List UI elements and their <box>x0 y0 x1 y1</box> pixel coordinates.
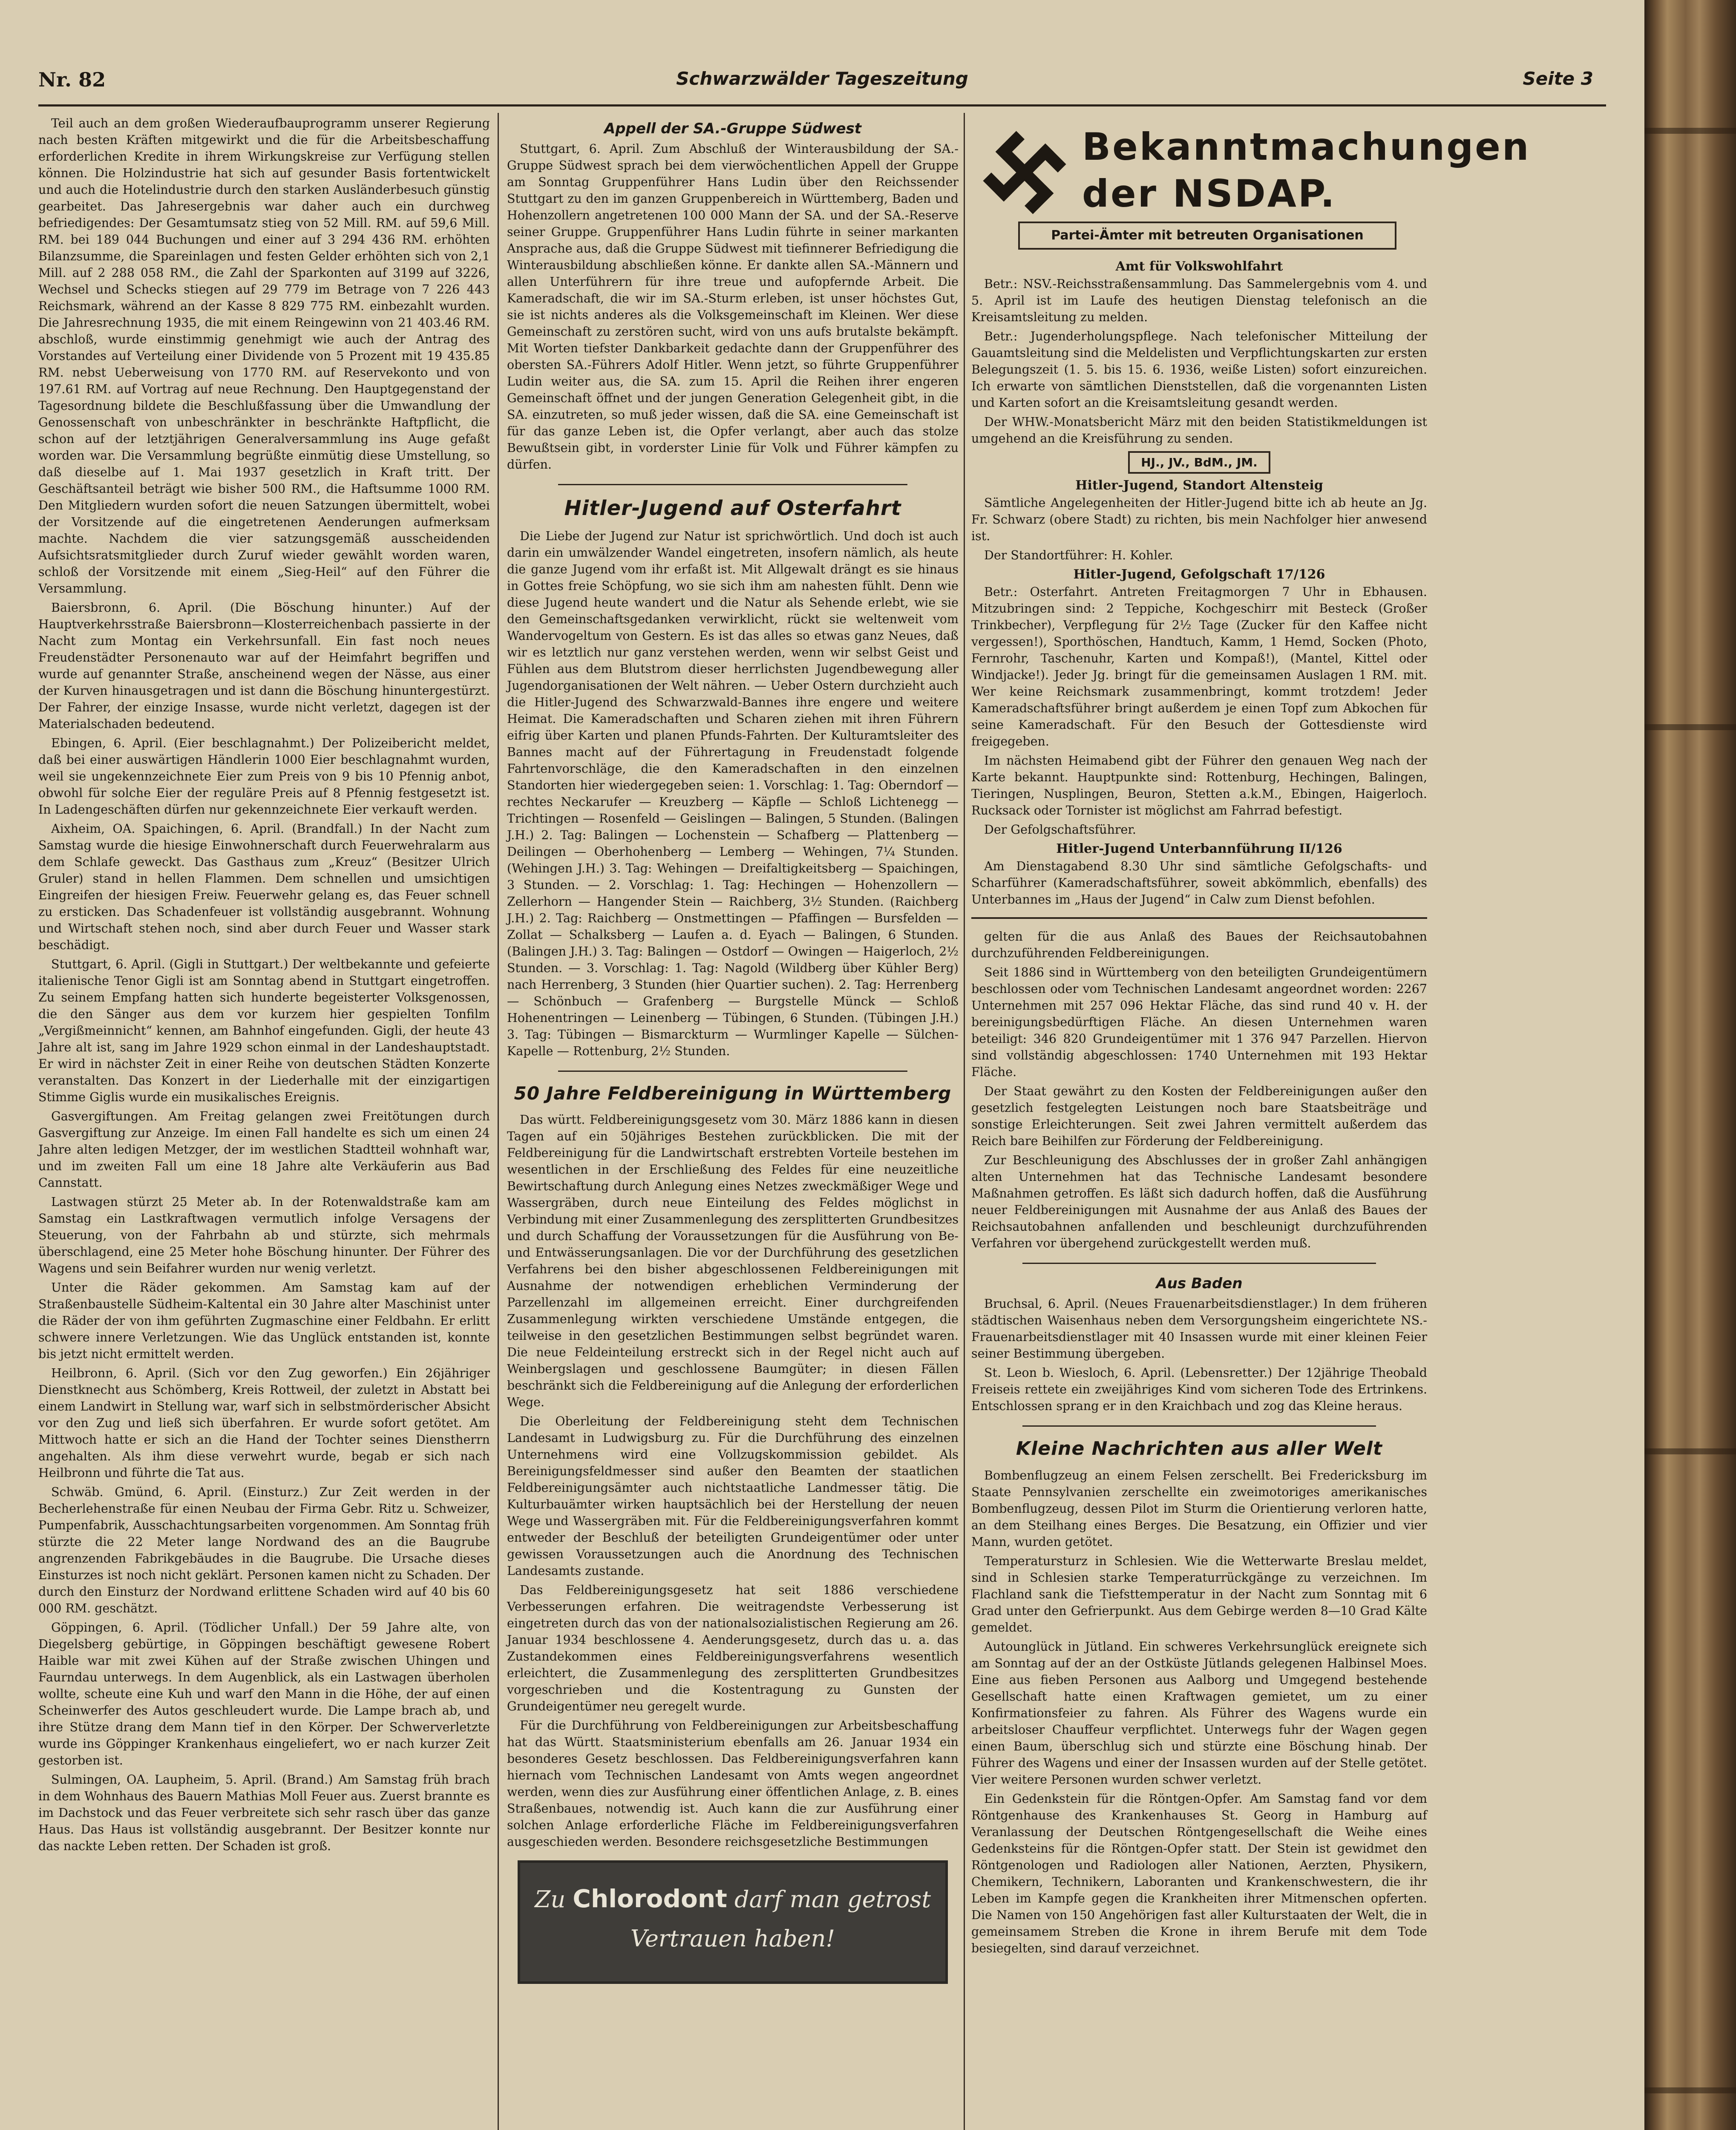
paragraph: Temperatursturz in Schlesien. Wie die Wetterwarte Breslau meldet, sind in Schlesien starke Temperaturrückgänge zu verzeichnen. Im Flachland sank die Tiefsttemperatur in der Nacht zum Sonntag mit 6 Grad unter den Gefrierpunkt. Aus dem Gebirge werden 8—10 Grad Kälte gemeldet. <box>971 1554 1427 1635</box>
article-separator <box>1022 1425 1376 1427</box>
article-separator <box>1022 1263 1376 1264</box>
header-rule <box>38 104 1606 106</box>
section-title-hj-unterbann: Hitler-Jugend Unterbannführung II/126 <box>1056 841 1342 856</box>
paragraph: Am Dienstagabend 8.30 Uhr sind sämtliche Gefolgschafts- und Scharführer (Kameradschaftsführer, soweit abkömmlich, ebenfalls) des Unterbannes im „Haus der Jugend“ in Calw zum Dienst befohlen. <box>971 859 1427 907</box>
paragraph: Seit 1886 sind in Württemberg von den beteiligten Grundeigentümern beschlossen oder vom Technischen Landesamt angeordnet worden: 2267 Unternehmen mit 257 096 Hektar Fläche, das sind rund 40 v. H. der bereinigungsbedürftigen Fläche. An diesen Unternehmen waren beteiligt: 346 820 Grundeigentümer mit 1 376 947 Parzellen. Hiervon sind vollständig abgeschlossen: 1740 Unternehmen mit 193 Hektar Fläche. <box>971 965 1427 1079</box>
youth-groups-box <box>971 451 1427 474</box>
section-body-hj-altensteig <box>971 495 1427 564</box>
paragraph: Der WHW.-Monatsbericht März mit den beiden Statistikmeldungen ist umgehend an die Kreisführung zu senden. <box>971 415 1427 446</box>
paragraph: Aixheim, OA. Spaichingen, 6. April. (Brandfall.) In der Nacht zum Samstag wurde die hiesige Einwohnerschaft durch Feuerwehralarm aus dem Schlafe geweckt. Das Gasthaus zum „Kreuz“ (Besitzer Ulrich Gruler) stand in hellen Flammen. Dem schnellen und umsichtigen Eingreifen der hiesigen Freiw. Feuerwehr gelang es, das Feuer schnell zu ersticken. Das Schadenfeuer ist vollständig ausgebrannt. Wohnung und Wirtschaft stehen noch, sind aber durch Feuer und Wasser stark beschädigt. <box>38 822 490 952</box>
paragraph: Zur Beschleunigung des Abschlusses der in großer Zahl anhängigen alten Unternehmen hat das Technische Landesamt besondere Maßnahmen getroffen. Es läßt sich dadurch hoffen, daß die Ausführung neuer Feldbereinigungen mit Ausnahme der aus Anlaß des Baues der Reichsautobahnen anfallenden und beschleunigt durchzuführenden Verfahren vor übergehend zurückgestellt werden muß. <box>971 1153 1427 1250</box>
article-title-hj-osterfahrt: Hitler-Jugend auf Osterfahrt <box>564 496 901 520</box>
advert-text: Zu <box>534 1886 566 1913</box>
paragraph: St. Leon b. Wiesloch, 6. April. (Lebensretter.) Der 12jährige Theobald Freiseis rettete ein zweijähriges Kind vom sicheren Tode des Ertrinkens. Entschlossen sprang er in den Kraichbach und zog das Kleine heraus. <box>971 1366 1427 1413</box>
paragraph: Autounglück in Jütland. Ein schweres Verkehrsunglück ereignete sich am Sonntag auf der an der Ostküste Jütlands gelegenen Halbinsel Moes. Eine aus fieben Personen aus Aalborg und Umgegend bestehende Gesellschaft hatte einen Kraftwagen gemietet, um zu einer Konfirmationsfeier zu fahren. Als Führer des Wagens wurde ein arbeitsloser Chauffeur verpflichtet. Unterwegs fuhr der Wagen gegen einen Baum, überschlug sich und stürzte eine Böschung hinab. Der Führer des Wagens und einer der Insassen wurden auf der Stelle getötet. Vier weitere Personen wurden schwer verletzt. <box>971 1640 1427 1787</box>
paragraph: Ebingen, 6. April. (Eier beschlagnahmt.) Der Polizeibericht meldet, daß bei einer auswärtigen Händlerin 1000 Eier beschlagnahmt wurden, weil sie ungekennzeichnete Eier zum Preis von 9 bis 10 Pfennig anbot, obwohl für solche Eier der reguläre Preis auf 8 Pfennig festgesetzt ist. In Ladengeschäften dürfen nur gekennzeichnete Eier verkauft werden. <box>38 736 490 817</box>
paragraph: Der Gefolgschaftsführer. <box>984 823 1136 837</box>
paragraph: Betr.: Jugenderholungspflege. Nach telefonischer Mitteilung der Gauamtsleitung sind die Meldelisten und Verpflichtungskarten zur ersten Belegungszeit (1. 5. bis 15. 6. 1936, weiße Listen) sofort einzureichen. Ich erwarte von sämtlichen Dienststellen, daß die vorgenannten Listen und Karten sofort an die Kreisamtsleitung gesandt werden. <box>971 329 1427 410</box>
advert-slogan: Vertrauen haben! <box>630 1925 835 1952</box>
paragraph: Heilbronn, 6. April. (Sich vor den Zug geworfen.) Ein 26jähriger Dienstknecht aus Schömberg, Kreis Rottweil, der zuletzt in Abstatt bei einem Landwirt in Stellung war, warf sich in selbstmörderischer Absicht vor den Zug und ließ sich überfahren. Er wurde sofort getötet. Am Mittwoch hatte er sich an die Hand der Tochter seines Dienstherrn angehalten. Als ihm diese verwehrt wurde, begab er sich nach Heilbronn und führte die Tat aus. <box>38 1366 490 1480</box>
column-divider <box>498 113 499 2130</box>
newspaper-name: Schwarzwälder Tageszeitung <box>676 68 968 89</box>
column-local-news <box>38 115 490 2130</box>
article-body-feldbereinigung <box>507 1111 959 1850</box>
paragraph: Baiersbronn, 6. April. (Die Böschung hinunter.) Auf der Hauptverkehrsstraße Baiersbronn—Klosterreichenbach passierte in der Nacht zum Montag ein Verkehrsunfall. Ein fast noch neues Freudenstädter Personenauto war auf der Heimfahrt begriffen und wurde auf genannter Straße, anscheinend wegen der Nässe, aus einer der Kurven hinausgetragen und ist dann die Böschung hinuntergestürzt. Der Fahrer, der einzige Insasse, wurde nicht verletzt, dagegen ist der Materialschaden bedeutend. <box>38 601 490 731</box>
page-label: Seite 3 <box>1523 68 1593 89</box>
paragraph: Betr.: Osterfahrt. Antreten Freitagmorgen 7 Uhr in Ebhausen. Mitzubringen sind: 2 Teppiche, Kochgeschirr mit Besteck (Großer Trinkbecher), Verpflegung für 2½ Tage (Zucker für den Kaffee nicht vergessen!), Sporthöschen, Handtuch, Kamm, 1 Hemd, Socken (Photo, Fernrohr, Taschenuhr, Karten und Kompaß!), (Mantel, Kittel oder Windjacke!). Jeder Jg. bringt für die gemeinsamen Auslagen 1 RM. mit. Wer keine Reichsmark zusammenbringt, kommt trotzdem! Jeder Kameradschaftsführer bringt außerdem je einen Topf zum Abkochen für seine Kameradschaft. Für den Besuch der Gottesdienste wird freigegeben. <box>971 585 1427 748</box>
paragraph: Bruchsal, 6. April. (Neues Frauenarbeitsdienstlager.) In dem früheren städtischen Waisenhaus neben dem Versorgungsheim eingerichtete NS.-Frauenarbeitsdienstlager mit 40 Insassen wurde mit einer kleinen Feier seiner Bestimmung übergeben. <box>971 1297 1427 1361</box>
paragraph: Stuttgart, 6. April. Zum Abschluß der Winterausbildung der SA.-Gruppe Südwest sprach bei dem vierwöchentlichen Appell der Gruppe am Sonntag Gruppenführer Hans Ludin über den Reichssender Stuttgart zu den im ganzen Gruppenbereich in Württemberg, Baden und Hohenzollern angetretenen 100 000 Mann der SA. und der SA.-Reserve seiner Gruppe. Gruppenführer Hans Ludin führte in seiner markanten Ansprache aus, daß die Gruppe Südwest mit tiefinnerer Befriedigung die Winterausbildung abschließen könne. Er dankte allen SA.-Männern und allen Unterführern für ihre treue und aufopfernde Arbeit. Die Kameradschaft, die wir im SA.-Sturm erleben, ist unser höchstes Gut, sie ist nichts anderes als die Volksgemeinschaft im Kleinen. Wer diese Gemeinschaft zu zerstören sucht, wird von uns aufs brutalste bekämpft. Mit Worten tiefster Dankbarkeit gedachte dann der Gruppenführer des obersten SA.-Führers Adolf Hitler. Wenn jetzt, so führte Gruppenführer Ludin weiter aus, die SA. zum 15. April die Reihen ihrer engeren Gemeinschaft öffnet und der jungen Generation Gelegenheit gibt, in die SA. einzutreten, so muß jeder wissen, daß die SA. eine Gemeinschaft ist für das ganze Leben ist, die Opfer verlangt, aber auch das stolze Bewußtsein gibt, in vorderster Linie für Volk und Führer kämpfen zu dürfen. <box>507 142 959 472</box>
youth-groups-label: HJ., JV., BdM., JM. <box>1128 451 1270 474</box>
section-title-baden: Aus Baden <box>1156 1275 1243 1292</box>
paragraph: gelten für die aus Anlaß des Baues der Reichsautobahnen durchzuführenden Feldbereinigungen. <box>971 930 1427 960</box>
column-middle <box>507 115 959 2130</box>
paragraph: Die Liebe der Jugend zur Natur ist sprichwörtlich. Und doch ist auch darin ein umwälzender Wandel eingetreten, insofern nämlich, als heute die ganze Jugend vom ihr erfaßt ist. Mit Allgewalt drängt es sie hinaus in Gottes freie Schöpfung, wo sie sich ihm am nahesten fühlt. Denn wie diese Jugend heute wandert und die Natur als Sehende erlebt, wie sie den Gemeinschaftsgedanken verwirklicht, rückt sie weltenweit vom Wandervogeltum von Gestern. Es ist das alles so etwas ganz Neues, daß wir es letztlich nur ganz verstehen werden, wenn wir selbst Geist und Fühlen aus dem Blutstrom dieser herrlichsten Jugendbewegung aller Jugendorganisationen der Welt nähren. — Ueber Ostern durchzieht auch die Hitler-Jugend des Schwarzwald-Bannes ihre engere und weitere Heimat. Die Kameradschaften und Scharen ziehen mit ihren Führern eifrig über Karten und planen Pfunds-Fahrten. Der Kulturamtsleiter des Bannes macht auf der Führertagung in Freudenstadt folgende Fahrtenvorschläge, die den Kameradschaften in den einzelnen Standorten hier wiedergegeben seien: 1. Vorschlag: 1. Tag: Oberndorf — rechtes Neckarufer — Kreuzberg — Käpfle — Schloß Lichtenegg — Trichtingen — Rosenfeld — Geislingen — Balingen, 5 Stunden. (Balingen J.H.) 2. Tag: Balingen — Lochenstein — Schafberg — Plattenberg — Deilingen — Oberhohenberg — Lemberg — Wehingen, 7¼ Stunden. (Wehingen J.H.) 3. Tag: Wehingen — Dreifaltigkeitsberg — Spaichingen, 3 Stunden. — 2. Vorschlag: 1. Tag: Hechingen — Hohenzollern — Zellerhorn — Hangender Stein — Raichberg, 3½ Stunden. (Raichberg J.H.) 2. Tag: Raichberg — Onstmettingen — Pfaffingen — Bursfelden — Zollat — Schalksberg — Laufen a. d. Eyach — Balingen, 6 Stunden. (Balingen J.H.) 3. Tag: Balingen — Ostdorf — Owingen — Haigerloch, 2½ Stunden. — 3. Vorschlag: 1. Tag: Nagold (Wildberg über Kühler Berg) nach Herrenberg, 3 Stunden (hier Quartier suchen). 2. Tag: Herrenberg — Schönbuch — Grafenberg — Burgstelle Münck — Schloß Hohenentringen — Leinenberg — Tübingen, 6 Stunden. (Tübingen J.H.) 3. Tag: Tübingen — Bismarckturm — Wurmlinger Kapelle — Sülchen-Kapelle — Rottenburg, 2½ Stunden. <box>507 529 959 1058</box>
section-title-welt: Kleine Nachrichten aus aller Welt <box>1016 1438 1383 1459</box>
paragraph: Der Standortführer: H. Kohler. <box>984 548 1173 562</box>
party-emblem-icon <box>976 124 1074 222</box>
article-body-hj-osterfahrt <box>507 528 959 1059</box>
column-divider <box>964 113 965 2130</box>
chlorodont-advertisement <box>518 1860 948 1984</box>
paragraph: Unter die Räder gekommen. Am Samstag kam auf der Straßenbaustelle Südheim-Kaltental ein 30 Jahre alter Maschinist unter die Räder der von ihm geführten Zugmaschine einer Feldbahn. Er erlitt schwere innere Verletzungen. Wie das Unglück entstanden ist, konnte bis jetzt nicht ermittelt werden. <box>38 1281 490 1361</box>
paragraph: Betr.: NSV.-Reichsstraßensammlung. Das Sammelergebnis vom 4. und 5. April ist im Laufe des heutigen Dienstag telefonisch an die Kreisamtsleitung zu melden. <box>971 277 1427 324</box>
article-separator <box>558 1071 907 1072</box>
paragraph: Schwäb. Gmünd, 6. April. (Einsturz.) Zur Zeit werden in der Becherlehenstraße für einen Neubau der Firma Gebr. Ritz u. Schweizer, Pumpenfabrik, Ausschachtungsarbeiten vorgenommen. Am Sonntag früh stürzte die 22 Meter lange Nordwand des an die Baugrube angrenzenden Fabrikgebäudes in die Baugrube. Die Ursache dieses Einsturzes ist noch nicht geklärt. Personen kamen nicht zu Schaden. Der durch den Einsturz der Nordwand erlittene Schaden wird auf 40 bis 60 000 RM. geschätzt. <box>38 1485 490 1615</box>
local-news-list <box>38 115 490 1854</box>
advert-text: darf man getrost <box>734 1886 931 1913</box>
paragraph: Der Staat gewährt zu den Kosten der Feldbereinigungen außer den gesetzlich festgelegten Leistungen noch bare Staatsbeiträge und sonstige Erleichterungen. Seit zwei Jahren vermittelt außerdem das Reich bare Beihilfen zur Förderung der Feldbereinigung. <box>971 1084 1427 1148</box>
paragraph: Lastwagen stürzt 25 Meter ab. In der Rotenwaldstraße kam am Samstag ein Lastkraftwagen vermutlich infolge Versagens der Steuerung, von der Fahrbahn ab und stürzte, sich mehrmals überschlagend, eine 25 Meter hohe Böschung hinunter. Der Führer des Wagens und sein Beifahrer wurden nur wenig verletzt. <box>38 1195 490 1275</box>
announcement-subtitle: Partei-Ämter mit betreuten Organisationen <box>1018 222 1396 250</box>
column-announcements <box>971 115 1531 2130</box>
announcement-heading-line1: Bekanntmachungen <box>1082 125 1531 169</box>
nsdap-announcement-header <box>971 115 1531 256</box>
announcement-heading-line2: der NSDAP. <box>1082 172 1336 216</box>
article-title-feldbereinigung: 50 Jahre Feldbereinigung in Württemberg <box>514 1083 952 1104</box>
paragraph: Göppingen, 6. April. (Tödlicher Unfall.) Der 59 Jahre alte, von Diegelsberg gebürtige, in Göppingen beschäftigt gewesene Robert Haible war mit zwei Kühen auf der Straße zwischen Uhingen und Faurndau unterwegs. In dem Augenblick, als ein Lastwagen überholen wollte, scheute eine Kuh und warf den Mann in die Höhe, der auf einen Scheinwerfer des Autos geschleudert wurde. Die Lampe brach ab, und ihre Stütze drang dem Mann tief in den Körper. Der Schwerverletzte wurde ins Göppinger Krankenhaus eingeliefert, wo er nach kurzer Zeit gestorben ist. <box>38 1621 490 1767</box>
section-title-hj-gefolgschaft: Hitler-Jugend, Gefolgschaft 17/126 <box>1073 567 1325 582</box>
article-title-sa-appell: Appell der SA.-Gruppe Südwest <box>604 120 862 137</box>
article-separator <box>558 484 907 485</box>
article-body-sa-appell <box>507 141 959 473</box>
paragraph: Bombenflugzeug an einem Felsen zerschellt. Bei Fredericksburg im Staate Pennsylvanien zerschellte ein zweimotoriges amerikanisches Bombenflugzeug, dessen Pilot im Sturm die Orientierung verloren hatte, an dem Steilhang eines Berges. Die Besatzung, ein Offizier und vier Mann, wurden getötet. <box>971 1468 1427 1549</box>
section-body-welt <box>971 1467 1427 1957</box>
paragraph: Das württ. Feldbereinigungsgesetz vom 30. März 1886 kann in diesen Tagen auf ein 50jähriges Bestehen zurückblicken. Die mit der Feldbereinigung für die Landwirtschaft erstrebten Vorteile bestehen im wesentlichen in der Erschließung des Feldes für eine neuzeitliche Bewirtschaftung durch Anlegung eines Netzes zweckmäßiger Wege und Wassergräben, durch neue Einteilung des Feldes möglichst in Verbindung mit einer Zusammenlegung des zersplitterten Grundbesitzes und durch Schaffung der Voraussetzungen für die Ausführung von Be- und Entwässerungsanlagen. Die vor der Durchführung des gesetzlichen Verfahrens bei den bisher abgeschlossenen Feldbereinigungen mit Ausnahme der notwendigen erheblichen Verminderung der Parzellenzahl im allgemeinen erreicht. Einer durchgreifenden Zusammenlegung wirkten verschiedene Umstände entgegen, die teilweise in den gesetzlichen Bestimmungen selbst begründet waren. Die neue Feldeinteilung erstreckt sich in der Regel nicht auch auf Weinbergslagen und geschlossene Baumgüter; in diesen Fällen beschränkt sich die Feldbereinigung auf die Anlegung der erforderlichen Wege. <box>507 1113 959 1409</box>
paragraph: Sulmingen, OA. Laupheim, 5. April. (Brand.) Am Samstag früh brach in dem Wohnhaus des Bauern Mathias Moll Feuer aus. Zuerst brannte es im Dachstock und das Feuer verbreitete sich sehr rasch über das ganze Haus. Das Haus ist vollständig ausgebrannt. Der Besitzer konnte nur das nackte Leben retten. Der Schaden ist groß. <box>38 1773 490 1853</box>
paragraph: Gasvergiftungen. Am Freitag gelangen zwei Freitötungen durch Gasvergiftung zur Anzeige. Im einen Fall handelte es sich um einen 24 Jahre alten ledigen Metzger, der im westlichen Stadtteil wohnhaft war, und im zweiten Fall um eine 18 Jahre alte Verkäuferin aus Bad Cannstatt. <box>38 1109 490 1190</box>
advert-brand: Chlorodont <box>573 1884 727 1913</box>
paragraph: Für die Durchführung von Feldbereinigungen zur Arbeitsbeschaffung hat das Württ. Staatsministerium ebenfalls am 26. Januar 1934 ein besonderes Gesetz beschlossen. Das Feldbereinigungsverfahren kann hiernach vom Technischen Landesamt von Amts wegen angeordnet werden, wenn dies zur Ausführung einer öffentlichen Anlage, z. B. eines Straßenbaues, notwendig ist. Auch kann die zur Ausführung einer solchen Anlage erforderliche Fläche im Feldbereinigungsverfahren ausgeschieden werden. Besondere reichsgesetzliche Bestimmungen <box>507 1718 959 1849</box>
paragraph: Ein Gedenkstein für die Röntgen-Opfer. Am Samstag fand vor dem Röntgenhause des Krankenhauses St. Georg in Hamburg auf Veranlassung der Deutschen Röntgengesellschaft die Weihe eines Gedenksteins für die Röntgen-Opfer statt. Der Stein ist gewidmet den Röntgenologen und Radiologen aller Nationen, Aerzten, Physikern, Chemikern, Technikern, Laboranten und Krankenschwestern, die ihr Leben im Kampfe gegen die Krankheiten ihrer Mitmenschen opferten. Die Namen von 150 Angehörigen fast aller Kulturstaaten der Welt, die in gemeinsamem Streben die Krone in ihrem Berufe mit dem Tode besiegelten, sind darauf verzeichnet. <box>971 1792 1427 1955</box>
book-spine <box>1644 0 1736 2130</box>
paragraph: Teil auch an dem großen Wiederaufbauprogramm unserer Regierung nach besten Kräften mitgewirkt und die für die Arbeitsbeschaffung erforderlichen Kredite in ihrem Wirkungskreise zur Verfügung stellen können. Die Holzindustrie hat sich auf gesunder Basis fortentwickelt und auch die Hotelindustrie durch den starken Ausländerbesuch günstig gearbeitet. Das Jahresergebnis war daher auch ein durchweg befriedigendes: Der Gesamtumsatz stieg von 52 Mill. RM. auf 59,6 Mill. RM. bei 189 044 Buchungen und einer auf 3 294 436 RM. erhöhten Bilanzsumme, die Spareinlagen und festen Gelder erhöhten sich von 2,1 Mill. auf 2 288 058 RM., die Zahl der Sparkonten auf 3199 auf 3226, Wechsel und Schecks stiegen auf 29 779 im Betrage von 7 226 443 Reichsmark, während an der Kasse 8 829 775 RM. einbezahlt wurden. Die Jahresrechnung 1935, die mit einem Reingewinn von 21 403.46 RM. abschloß, wurde einstimmig genehmigt wie auch der Antrag des Vorstandes auf Verteilung einer Dividende von 5 Prozent mit 19 435.85 RM. nebst Ueberweisung von 1770 RM. auf Reservekonto und von 197.61 RM. auf Vortrag auf neue Rechnung. Den Hauptgegenstand der Tagesordnung bildete die Beschlußfassung über die Umwandlung der Genossenschaft von unbeschränkter in beschränkte Haftpflicht, die schon auf der letztjährigen Generalversammlung ins Auge gefaßt worden war. Die Versammlung begrüßte einmütig diese Umstellung, so daß dieselbe auf 1. Mai 1937 gesetzlich in Kraft tritt. Der Geschäftsanteil beträgt wie bisher 500 RM., die Haftsumme 1000 RM. Den Mitgliedern wurden sofort die neuen Satzungen übermittelt, wobei der Vorsitzende auf die eingetretenen Aenderungen aufmerksam machte. Nachdem die vier satzungsgemäß ausscheidenden Aufsichtsratsmitglieder durch Zuruf wieder gewählt worden waren, schloß der Vorsitzende mit einem „Sieg-Heil“ auf den Führer die Versammlung. <box>38 116 490 596</box>
announcement-heading <box>1082 124 1531 217</box>
section-body-baden <box>971 1295 1427 1414</box>
paragraph: Die Oberleitung der Feldbereinigung steht dem Technischen Landesamt in Ludwigsburg zu. Für die Durchführung des einzelnen Unternehmens wird eine Vollzugskommission gebildet. Als Bereinigungsfeldmesser sind außer den Beamten der staatlichen Feldbereinigungsämter auch nichtstaatliche Landmesser tätig. Die Kulturbauämter wirken hauptsächlich bei der Herstellung der neuen Wege und Wassergräben mit. Für die Feldbereinigungsverfahren kommt entweder der Beschluß der beteiligten Grundeigentümer oder unter gewissen Voraussetzungen auch die Anordnung des Technischen Landesamts zustande. <box>507 1414 959 1578</box>
paragraph: Sämtliche Angelegenheiten der Hitler-Jugend bitte ich ab heute an Jg. Fr. Schwarz (obere Stadt) zu richten, bis mein Nachfolger hier anwesend ist. <box>971 496 1427 543</box>
issue-number: Nr. 82 <box>38 68 106 91</box>
paragraph: Das Feldbereinigungsgesetz hat seit 1886 verschiedene Verbesserungen erfahren. Die weitragendste Verbesserung ist eingetreten durch das von der nationalsozialistischen Regierung am 26. Januar 1934 beschlossene 4. Aenderungsgesetz, durch das u. a. das Zustandekommen eines Feldbereinigungsverfahrens wesentlich erleichtert, die Zusammenlegung des zersplitterten Grundbesitzes vorgeschrieben und die Kostentragung zu Gunsten der Grundeigentümer neu geregelt wurde. <box>507 1583 959 1713</box>
section-body-hj-gefolgschaft <box>971 584 1427 838</box>
paragraph: Stuttgart, 6. April. (Gigli in Stuttgart.) Der weltbekannte und gefeierte italienische Tenor Gigli ist am Sonntag abend in Stuttgart eingetroffen. Zu seinem Empfang hatten sich hunderte begeisterter Volksgenossen, die den Sänger aus dem vor kurzem hier gespielten Tonfilm „Vergißmeinnicht“ kennen, am Bahnhof eingefunden. Gigli, der heute 43 Jahre alt ist, sang im Jahre 1929 schon einmal in der Landeshauptstadt. Er wird in nächster Zeit in einer Reihe von deutschen Städten Konzerte veranstalten. Das Konzert in der Liederhalle mit der einzigartigen Stimme Giglis wurde ein musikalisches Ereignis. <box>38 957 490 1104</box>
section-rule <box>971 917 1427 919</box>
section-title-volkswohlfahrt: Amt für Volkswohlfahrt <box>1115 259 1283 274</box>
section-body-hj-unterbann <box>971 858 1427 908</box>
paragraph: Im nächsten Heimabend gibt der Führer den genauen Weg nach der Karte bekannt. Hauptpunkte sind: Rottenburg, Hechingen, Balingen, Tieringen, Nusplingen, Beuron, Stetten a.k.M., Ebingen, Haigerloch. Rucksack oder Tornister ist möglichst am Fahrrad befestigt. <box>971 754 1427 817</box>
section-title-hj-altensteig: Hitler-Jugend, Standort Altensteig <box>1075 478 1323 493</box>
feldbereinigung-continuation <box>971 928 1427 1252</box>
section-body-volkswohlfahrt <box>971 276 1427 447</box>
